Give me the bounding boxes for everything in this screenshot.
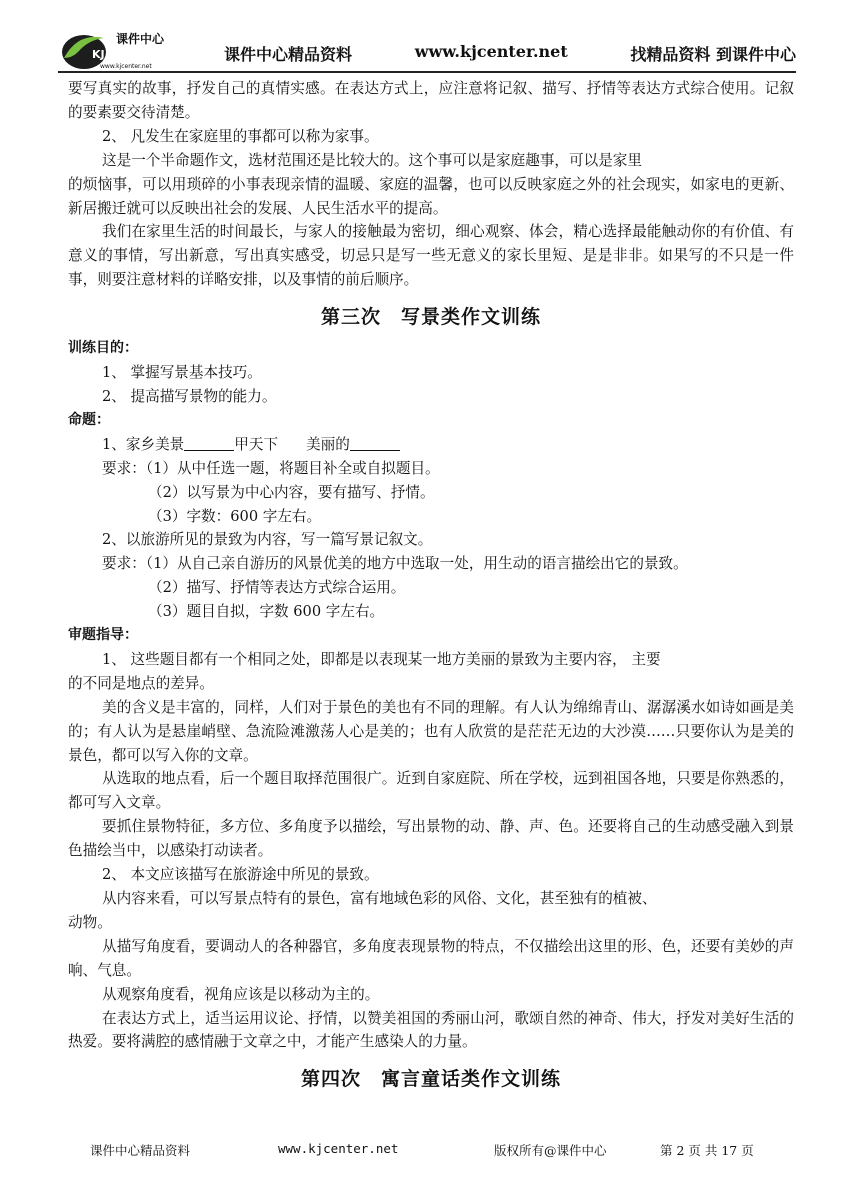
- topic-label: 命题：: [68, 411, 110, 428]
- paragraph: 2、 本文应该描写在旅游途中所见的景致。: [102, 866, 379, 884]
- requirement: 要求：（1）从自己亲自游历的风景优美的地方中选取一处，用生动的语言描绘出它的景致。: [102, 555, 688, 573]
- paragraph: 美的含义是丰富的，同样，人们对于景色的美也有不同的理解。有人认为绵绵青山、潺潺溪水如诗如画是美的；有人认为是悬崖峭壁、急流险滩激荡人心是美的；也有人欣赏的是茫茫无边的大沙漠……只要你认为是美的景色，都可以写入你的文章。: [68, 698, 794, 764]
- paragraph: 从观察角度看，视角应该是以移动为主的。: [102, 985, 380, 1003]
- paragraph: 的烦恼事，可以用琐碎的小事表现亲情的温暖、家庭的温馨，也可以反映家庭之外的社会现实，如家电的更新、新居搬迁就可以反映出社会的发展、人民生活水平的提高。: [68, 175, 794, 217]
- requirement: （2）以写景为中心内容，要有描写、抒情。: [148, 483, 435, 501]
- goal-item: 2、 提高描写景物的能力。: [102, 387, 277, 405]
- section-title: 第四次 寓言童话类作文训练: [300, 1068, 561, 1091]
- footer-url[interactable]: www.kjcenter.net: [278, 1141, 399, 1156]
- goal-label: 训练目的：: [68, 340, 138, 357]
- fill-blank: [350, 436, 400, 451]
- header-url[interactable]: www.kjcenter.net: [414, 42, 568, 61]
- paragraph: 这是一个半命题作文，选材范围还是比较大的。这个事可以是家庭趣事，可以是家里: [102, 151, 642, 169]
- page-header: [58, 28, 796, 72]
- paragraph: 的不同是地点的差异。: [68, 674, 214, 692]
- footer-page-number: 第 2 页 共 17 页: [660, 1143, 754, 1158]
- section-title: 第三次 写景类作文训练: [320, 306, 541, 329]
- svg-text:KJ CENTER: KJ CENTER: [92, 48, 157, 61]
- requirement: （3）题目自拟，字数 600 字左右。: [148, 603, 385, 621]
- svg-text:www.kjcenter.net: www.kjcenter.net: [100, 63, 152, 70]
- paragraph: 1、 这些题目都有一个相同之处，即都是以表现某一地方美丽的景致为主要内容， 主要: [102, 650, 661, 668]
- fill-blank: [184, 436, 234, 451]
- footer-left-text: 课件中心精品资料: [90, 1143, 191, 1158]
- requirement: （2）描写、抒情等表达方式综合运用。: [148, 579, 406, 597]
- paragraph: 动物。: [68, 913, 112, 931]
- paragraph: 从描写角度看，要调动人的各种器官，多角度表现景物的特点，不仅描绘出这里的形、色，还要有美妙的声响、气息。: [68, 937, 794, 979]
- header-right-text: 找精品资料 到课件中心: [630, 45, 796, 64]
- svg-text:课件中心: 课件中心: [116, 32, 165, 46]
- topic-item: 2、以旅游所见的景致为内容，写一篇写景记叙文。: [102, 531, 433, 549]
- paragraph: 从选取的地点看，后一个题目取择范围很广。近到自家庭院、所在学校，远到祖国各地，只要是你熟悉的，都可写入文章。: [68, 770, 794, 812]
- goal-item: 1、 掌握写景基本技巧。: [102, 364, 262, 382]
- paragraph: 要写真实的故事，抒发自己的真情实感。在表达方式上，应注意将记叙、描写、抒情等表达方式综合使用。记叙的要素要交待清楚。: [68, 80, 794, 121]
- requirement: 要求：（1）从中任选一题，将题目补全或自拟题目。: [102, 459, 440, 477]
- document-body: [68, 77, 794, 1099]
- footer-copyright: 版权所有@课件中心: [494, 1143, 607, 1158]
- paragraph: 2、 凡发生在家庭里的事都可以称为家事。: [102, 127, 379, 145]
- topic-item: 1、家乡美景 甲天下 美丽的: [68, 433, 794, 457]
- paragraph: 我们在家里生活的时间最长，与家人的接触最为密切，细心观察、体会，精心选择最能触动你的有价值、有意义的事情，写出新意，写出真实感受，切忌只是写一些无意义的家长里短、是是非非。如果写的不只是一件事，则要注意材料的详略安排，以及事情的前后顺序。: [68, 223, 794, 289]
- header-left-text: 课件中心精品资料: [224, 45, 353, 64]
- requirement: （3）字数：600 字左右。: [148, 507, 322, 525]
- paragraph: 在表达方式上，适当运用议论、抒情，以赞美祖国的秀丽山河，歌颂自然的神奇、伟大，抒发对美好生活的热爱。要将满腔的感情融于文章之中，才能产生感染人的力量。: [68, 1009, 794, 1051]
- paragraph: 从内容来看，可以写景点特有的景色，富有地域色彩的风俗、文化，甚至独有的植被、: [102, 890, 657, 907]
- paragraph: 要抓住景物特征，多方位、多角度予以描绘，写出景物的动、静、声、色。还要将自己的生动感受融入到景色描绘当中，以感染打动读者。: [68, 818, 794, 860]
- page-footer: [90, 1141, 780, 1159]
- kjcenter-logo: [58, 28, 198, 72]
- guide-label: 审题指导：: [68, 627, 138, 644]
- header-divider: [58, 71, 796, 73]
